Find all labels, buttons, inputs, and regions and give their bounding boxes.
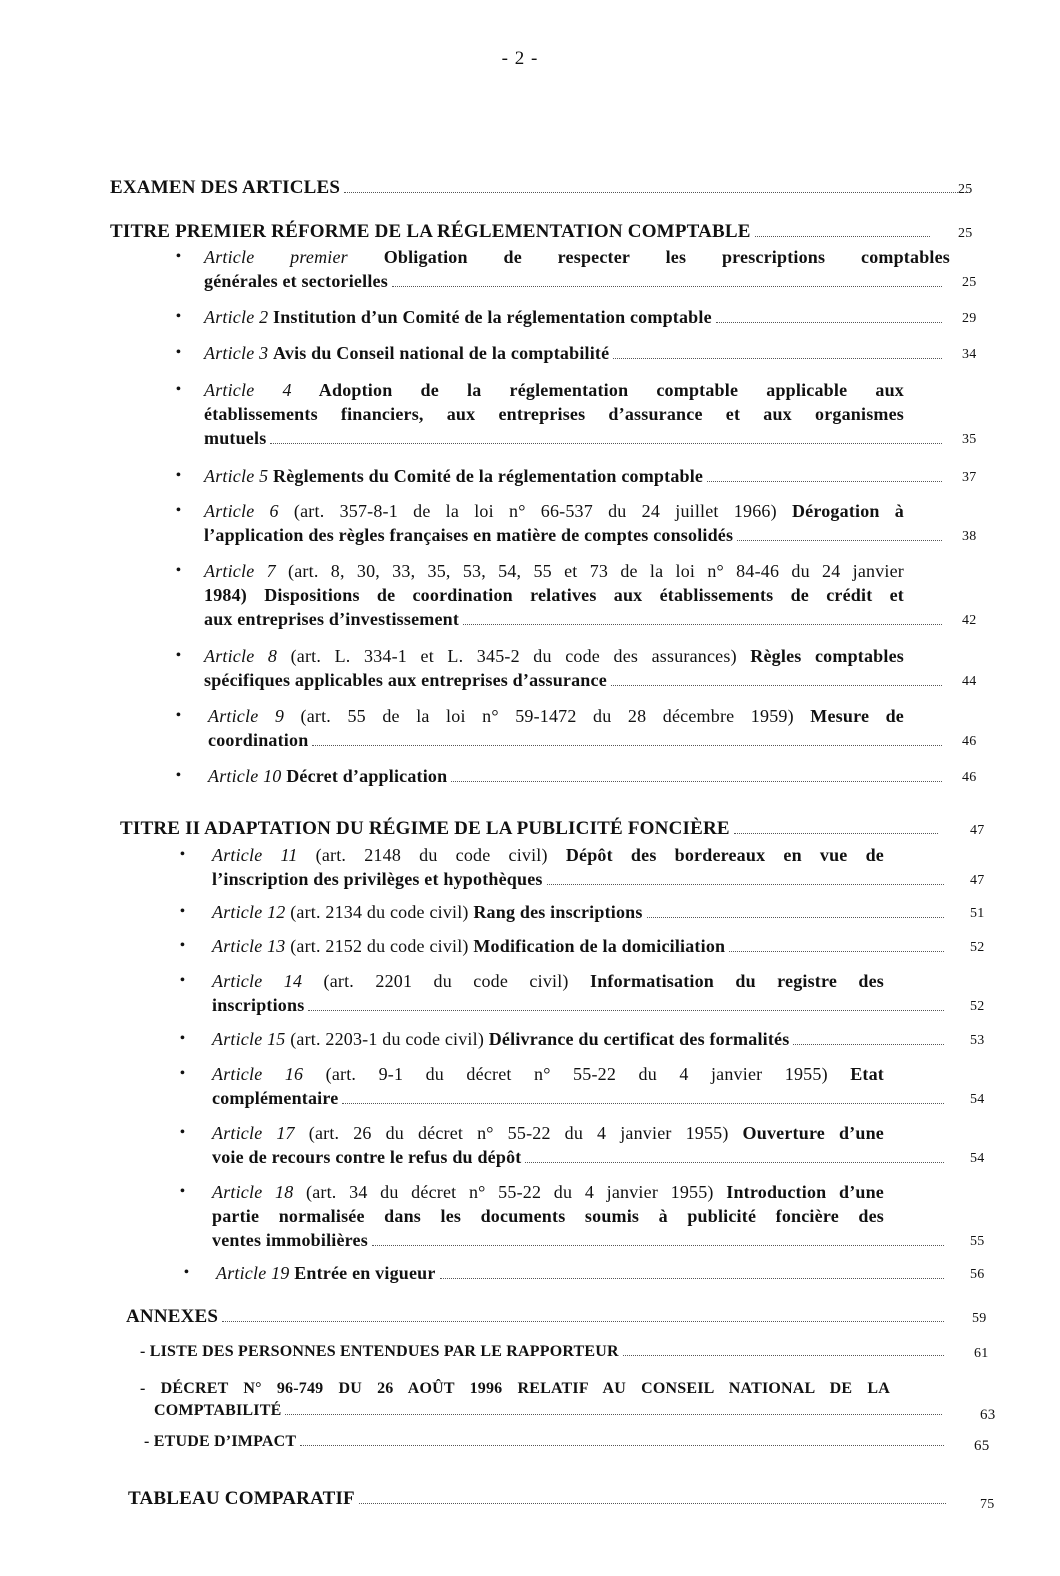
article-title: voie de recours contre le refus du dépôt — [212, 1147, 522, 1167]
article-reference: (art. L. 334-1 et L. 345-2 du code des assurances) — [290, 646, 737, 666]
article-reference: (art. 357-8-1 de la loi n° 66-537 du 24 juillet 1966) — [293, 501, 777, 521]
leader-dots — [707, 480, 942, 482]
article-title: l’application des règles françaises en matière de comptes consolidés — [204, 525, 734, 545]
annex-title: COMPTABILITÉ — [154, 1402, 282, 1419]
article-label: Article 19 — [216, 1263, 290, 1283]
leader-dots — [300, 1444, 944, 1446]
article-reference: (art. 55 de la loi n° 59-1472 du 28 décembre 1959) — [300, 706, 794, 726]
bullet-icon: • — [176, 345, 181, 360]
leader-dots — [451, 780, 942, 782]
article-label: Article 15 — [212, 1029, 286, 1049]
article-title: l’inscription des privilèges et hypothèques — [212, 869, 543, 889]
leader-dots — [613, 357, 942, 359]
article-title: Délivrance du certificat des formalités — [488, 1029, 790, 1049]
article-label: Article 3 — [204, 343, 269, 363]
bullet-icon: • — [176, 468, 181, 483]
article-title: Règlements du Comité de la réglementation comptable — [273, 466, 704, 486]
article-title: Obligation de respecter les prescriptions comptables — [383, 247, 950, 267]
page-ref: 35 — [962, 432, 977, 447]
leader-dots — [222, 1320, 944, 1322]
article-title: mutuels — [204, 428, 267, 448]
leader-dots — [737, 539, 942, 541]
page-number: - 2 - — [501, 48, 539, 69]
article-title: Rang des inscriptions — [473, 902, 643, 922]
leader-dots — [525, 1161, 944, 1163]
page-ref: 56 — [970, 1267, 985, 1282]
article-reference: (art. 2148 du code civil) — [315, 845, 548, 865]
article-label: Article 17 — [212, 1123, 295, 1143]
article-title: 1984) Dispositions de coordination relatives aux établissements de crédit et — [204, 585, 904, 605]
leader-dots — [793, 1043, 944, 1045]
article-title: Dérogation à — [791, 501, 904, 521]
page-ref: 54 — [970, 1092, 985, 1107]
article-title: Informatisation du registre des — [590, 971, 885, 991]
article-reference: (art. 34 du décret n° 55-22 du 4 janvier 1955) — [306, 1182, 714, 1202]
page-ref: 46 — [962, 770, 977, 785]
article-reference: (art. 2201 du code civil) — [323, 971, 569, 991]
article-title: Etat — [850, 1064, 884, 1084]
leader-dots — [342, 1102, 944, 1104]
page-ref: 37 — [962, 470, 977, 485]
article-label: Article 13 — [212, 936, 286, 956]
article-title: Décret d’application — [286, 766, 448, 786]
leader-dots — [392, 285, 942, 287]
article-label: Article 12 — [212, 902, 286, 922]
section-title: TABLEAU COMPARATIF — [128, 1488, 355, 1509]
page-ref: 52 — [970, 940, 985, 955]
article-reference: (art. 26 du décret n° 55-22 du 4 janvier 1955) — [308, 1123, 729, 1143]
article-title: partie normalisée dans les documents soumis à publicité foncière des — [212, 1206, 884, 1226]
page-ref: 42 — [962, 613, 977, 628]
leader-dots — [372, 1244, 944, 1246]
article-label: Article 11 — [212, 845, 298, 865]
section-title: EXAMEN DES ARTICLES — [110, 177, 341, 198]
page-ref: 59 — [972, 1311, 987, 1326]
leader-dots — [755, 235, 930, 237]
section-title: ANNEXES — [126, 1306, 219, 1327]
bullet-icon: • — [176, 309, 181, 324]
bullet-icon: • — [180, 1066, 185, 1081]
article-title: ventes immobilières — [212, 1230, 368, 1250]
bullet-icon: • — [176, 503, 181, 518]
article-title: Adoption de la réglementation comptable applicable aux — [318, 380, 904, 400]
article-title: complémentaire — [212, 1088, 339, 1108]
page-ref: 44 — [962, 674, 977, 689]
page-ref: 34 — [962, 347, 977, 362]
article-label: Article 4 — [204, 380, 292, 400]
article-title: Entrée en vigueur — [294, 1263, 436, 1283]
article-title: Dépôt des bordereaux en vue de — [565, 845, 884, 865]
article-title: Modification de la domiciliation — [473, 936, 726, 956]
page-ref: 47 — [970, 823, 985, 838]
article-label: Article premier — [204, 247, 348, 267]
leader-dots — [270, 442, 942, 444]
section-title: TITRE II ADAPTATION DU RÉGIME DE LA PUBLICITÉ FONCIÈRE — [120, 818, 730, 839]
bullet-icon: • — [180, 1031, 185, 1046]
bullet-icon: • — [180, 1125, 185, 1140]
article-label: Article 14 — [212, 971, 303, 991]
article-title: Mesure de — [810, 706, 904, 726]
article-label: Article 6 — [204, 501, 279, 521]
page-ref: 65 — [974, 1438, 990, 1454]
article-label: Article 9 — [208, 706, 285, 726]
article-reference: (art. 2203-1 du code civil) — [290, 1029, 485, 1049]
article-label: Article 5 — [204, 466, 269, 486]
article-label: Article 10 — [208, 766, 282, 786]
article-title: établissements financiers, aux entreprises d’assurance et aux organismes — [204, 404, 904, 424]
bullet-icon: • — [180, 973, 185, 988]
article-title: coordination — [208, 730, 309, 750]
bullet-icon: • — [176, 768, 181, 783]
page-ref: 61 — [974, 1346, 989, 1361]
page-ref: 25 — [958, 182, 973, 197]
bullet-icon: • — [176, 382, 181, 397]
article-label: Article 8 — [204, 646, 278, 666]
page-ref: 38 — [962, 529, 977, 544]
page-ref: 54 — [970, 1151, 985, 1166]
article-reference: (art. 2134 du code civil) — [290, 902, 469, 922]
page-ref: 29 — [962, 311, 977, 326]
leader-dots — [463, 623, 942, 625]
bullet-icon: • — [180, 904, 185, 919]
article-label: Article 2 — [204, 307, 269, 327]
leader-dots — [716, 321, 942, 323]
page-ref: 55 — [970, 1234, 985, 1249]
bullet-icon: • — [176, 648, 181, 663]
page-ref: 52 — [970, 999, 985, 1014]
page-ref: 47 — [970, 873, 985, 888]
bullet-icon: • — [180, 938, 185, 953]
page-ref: 25 — [958, 226, 973, 241]
leader-dots — [312, 744, 942, 746]
bullet-icon: • — [176, 249, 181, 264]
article-title: Introduction d’une — [726, 1182, 884, 1202]
bullet-icon: • — [180, 1184, 185, 1199]
article-label: Article 18 — [212, 1182, 294, 1202]
leader-dots — [440, 1277, 944, 1279]
page-ref: 63 — [980, 1407, 996, 1423]
page-ref: 25 — [962, 275, 977, 290]
leader-dots — [285, 1413, 942, 1415]
annex-title: - LISTE DES PERSONNES ENTENDUES PAR LE RAPPORTEUR — [140, 1343, 619, 1360]
article-title: Règles comptables — [750, 646, 904, 666]
leader-dots — [611, 684, 942, 686]
article-title: Avis du Conseil national de la comptabilité — [273, 343, 610, 363]
annex-title: - DÉCRET N° 96-749 DU 26 AOÛT 1996 RELATIF AU CONSEIL NATIONAL DE LA — [140, 1380, 890, 1397]
article-title: aux entreprises d’investissement — [204, 609, 460, 629]
article-reference: (art. 2152 du code civil) — [290, 936, 469, 956]
article-title: spécifiques applicables aux entreprises d’assurance — [204, 670, 607, 690]
article-label: Article 16 — [212, 1064, 304, 1084]
bullet-icon: • — [184, 1265, 189, 1280]
article-reference: (art. 8, 30, 33, 35, 53, 54, 55 et 73 de la loi n° 84-46 du 24 janvier — [288, 561, 904, 581]
bullet-icon: • — [176, 708, 181, 723]
leader-dots — [647, 916, 944, 918]
page-ref: 46 — [962, 734, 977, 749]
page-ref: 53 — [970, 1033, 985, 1048]
page-ref: 51 — [970, 906, 985, 921]
leader-dots — [734, 832, 938, 834]
leader-dots — [359, 1502, 946, 1504]
article-title: générales et sectorielles — [204, 271, 388, 291]
annex-title: - ETUDE D’IMPACT — [144, 1433, 297, 1450]
section-title: TITRE PREMIER RÉFORME DE LA RÉGLEMENTATION COMPTABLE — [110, 221, 751, 242]
leader-dots — [623, 1354, 944, 1356]
article-reference: (art. 9-1 du décret n° 55-22 du 4 janvier 1955) — [325, 1064, 828, 1084]
leader-dots — [547, 883, 944, 885]
leader-dots — [308, 1009, 944, 1011]
article-title: Institution d’un Comité de la réglementation comptable — [273, 307, 712, 327]
article-label: Article 7 — [204, 561, 276, 581]
leader-dots — [729, 950, 944, 952]
bullet-icon: • — [180, 847, 185, 862]
bullet-icon: • — [176, 563, 181, 578]
leader-dots — [344, 191, 970, 193]
page-ref: 75 — [980, 1497, 995, 1512]
article-title: inscriptions — [212, 995, 305, 1015]
article-title: Ouverture d’une — [742, 1123, 884, 1143]
